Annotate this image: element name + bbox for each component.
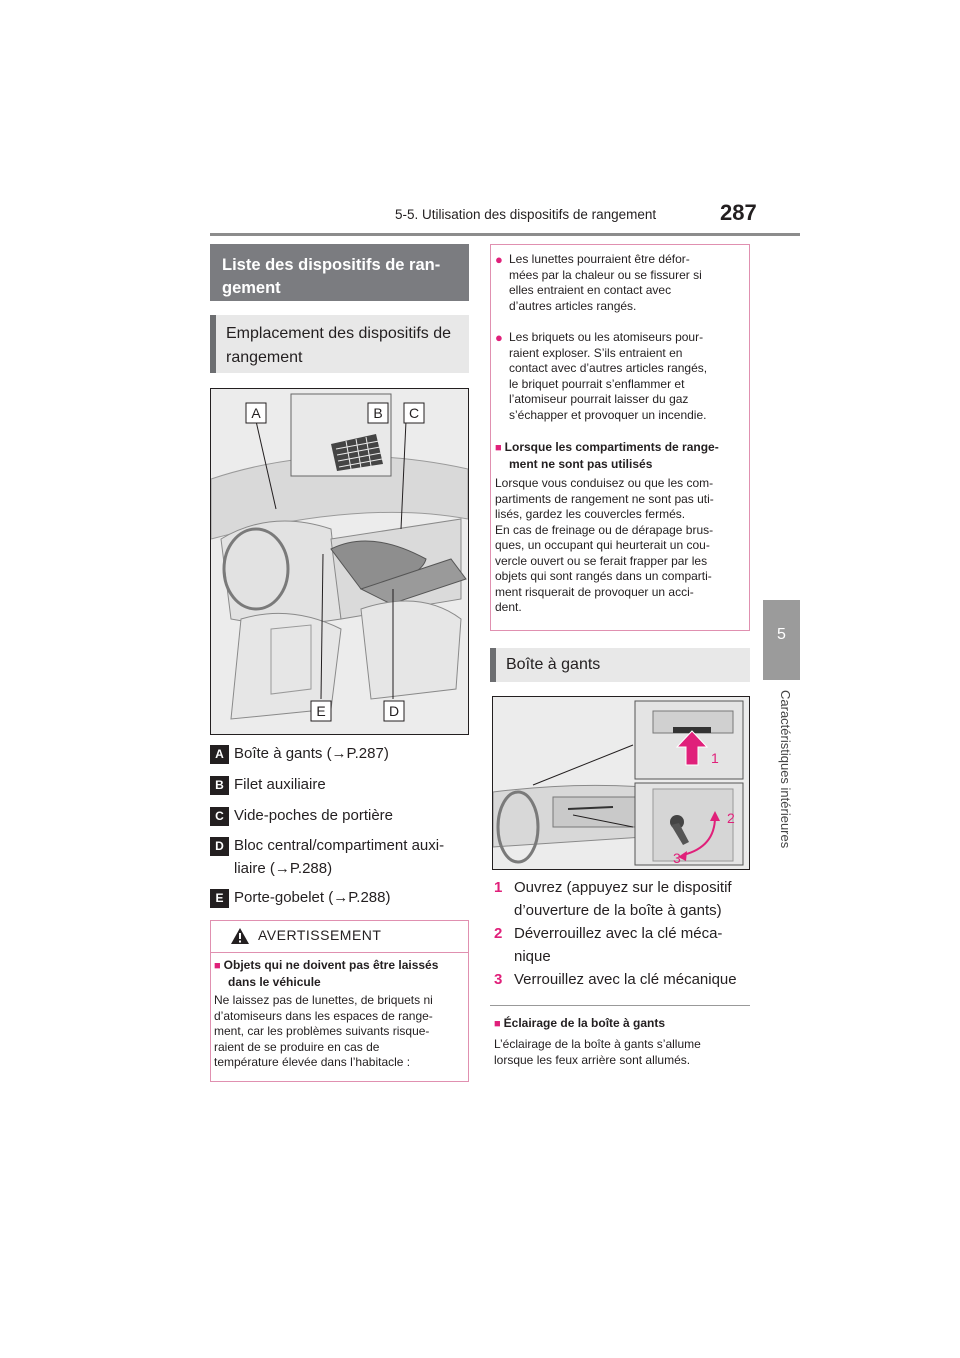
text-line: ment ne sont pas utilisés [509, 456, 653, 471]
figure-step-3: 3 [673, 850, 681, 866]
item-text: Filet auxiliaire [234, 776, 326, 793]
step-text: Verrouillez avec la clé mécanique [514, 971, 737, 988]
heading-line: gement [222, 279, 281, 297]
page-number: 287 [720, 200, 757, 225]
heading-line: rangement [226, 349, 303, 366]
text-line: l’atomiseur pourrait laisser du gaz [509, 392, 689, 406]
text-line: lorsque les feux arrière sont allumés. [494, 1052, 691, 1067]
text-line: d’atomiseurs dans les espaces de range- [214, 1008, 433, 1023]
lighting-body [494, 1037, 750, 1068]
figure-label-b: B [373, 405, 383, 421]
warning-body [214, 993, 466, 1071]
text-line: Ne laissez pas de lunettes, de briquets ni [214, 993, 433, 1007]
text-line: Objets qui ne doivent pas être laissés [223, 958, 439, 972]
heading-line: Liste des dispositifs de ran- [222, 256, 441, 274]
text-line: En cas de freinage ou de dérapage brus- [495, 522, 714, 537]
item-letter: E [210, 889, 229, 908]
text-line: ques, un occupant qui heurterait un cou- [495, 538, 710, 552]
text-line: Éclairage de la boîte à gants [503, 1016, 666, 1030]
text-line: dent. [495, 600, 522, 614]
text-line: Les lunettes pourraient être défor- [509, 252, 690, 266]
text-line: température élevée dans l’habitacle : [214, 1055, 411, 1069]
subsection-heading-glovebox: Boîte à gants [490, 648, 750, 682]
figure-label-c: C [408, 405, 420, 421]
heading-line: Emplacement des dispositifs de [226, 325, 451, 342]
square-bullet-icon: ■ [214, 960, 221, 972]
text-line: Les briquets ou les atomiseurs pour- [509, 330, 704, 344]
figure-step-2: 2 [727, 810, 735, 826]
text-line: ment risquerait de provoquer un acci- [495, 584, 694, 599]
subsection-heading-location [210, 315, 469, 373]
text-line: Lorsque vous conduisez ou que les com- [495, 476, 714, 490]
section-heading-storage-list [210, 244, 469, 301]
square-bullet-icon: ■ [495, 442, 502, 454]
item-letter: D [210, 837, 229, 856]
item-letter: A [210, 745, 229, 764]
chapter-title: Caractéristiques intérieures [778, 690, 793, 849]
text-line: L’éclairage de la boîte à gants s’allume [494, 1037, 701, 1051]
figure-label-e: E [316, 703, 326, 719]
lighting-heading [494, 1016, 750, 1033]
text-line: objets qui sont rangés dans un comparti- [495, 569, 712, 583]
text-line: raient exploser. S’ils entraient en [509, 345, 683, 360]
text-line: vercle ouvert ou se ferait frapper par les [495, 553, 708, 568]
figure-step-1: 1 [711, 750, 719, 766]
cabin-interior-figure [210, 388, 469, 735]
text-line: elles entraient en contact avec [509, 283, 672, 297]
step-text: Déverrouillez avec la clé méca- [514, 925, 723, 942]
header-rule [210, 233, 800, 236]
text-line: s’échapper et provoquer un incendie. [509, 407, 707, 422]
bullet-dot-icon: ● [495, 252, 503, 267]
text-line: d’autres articles rangés. [509, 298, 637, 313]
item-text: liaire (→P.288) [234, 860, 333, 877]
text-line: dans le véhicule [228, 974, 321, 989]
step-text: Ouvrez (appuyez sur le dispositif [514, 879, 732, 896]
warning-header [210, 920, 468, 953]
text-line: lisés, gardez les couvercles fermés. [495, 507, 686, 521]
glovebox-figure [492, 696, 750, 870]
running-header-title: 5-5. Utilisation des dispositifs de rangement [395, 207, 657, 222]
figure-label-a: A [251, 405, 261, 421]
warning-bullet-lighters [495, 330, 747, 430]
step-number: 3 [494, 971, 503, 988]
step-number: 2 [494, 925, 503, 942]
item-letter: C [210, 807, 229, 826]
divider [490, 1005, 750, 1006]
warning-body-unused [495, 476, 747, 616]
chapter-number: 5 [777, 626, 786, 643]
text-line: partiments de rangement ne sont pas uti- [495, 491, 714, 506]
item-letter: B [210, 776, 229, 795]
text-line: le briquet pourrait s’enflammer et [509, 376, 685, 391]
warning-title: AVERTISSEMENT [258, 927, 382, 943]
item-text: Vide-poches de portière [234, 807, 393, 824]
figure-label-d: D [388, 703, 400, 719]
warning-bullet-glasses [495, 252, 747, 322]
item-text: Boîte à gants (→P.287) [234, 745, 389, 762]
item-text: Bloc central/compartiment auxi- [234, 837, 445, 854]
warning-subheading-unused [495, 440, 747, 472]
step-text: nique [514, 948, 551, 965]
text-line: raient de se produire en cas de [214, 1039, 380, 1054]
square-bullet-icon: ■ [494, 1018, 501, 1030]
step-text: d’ouverture de la boîte à gants) [514, 902, 722, 919]
item-text: Porte-gobelet (→P.288) [234, 889, 391, 906]
text-line: contact avec d’autres articles rangés, [509, 361, 708, 375]
warning-subheading [214, 958, 464, 990]
text-line: mées par la chaleur ou se fissurer si [509, 267, 702, 282]
warning-triangle-icon [230, 927, 250, 945]
step-number: 1 [494, 879, 503, 896]
bullet-dot-icon: ● [495, 330, 503, 345]
text-line: ment, car les problèmes suivants risque- [214, 1024, 430, 1038]
text-line: Lorsque les compartiments de range- [504, 440, 719, 454]
